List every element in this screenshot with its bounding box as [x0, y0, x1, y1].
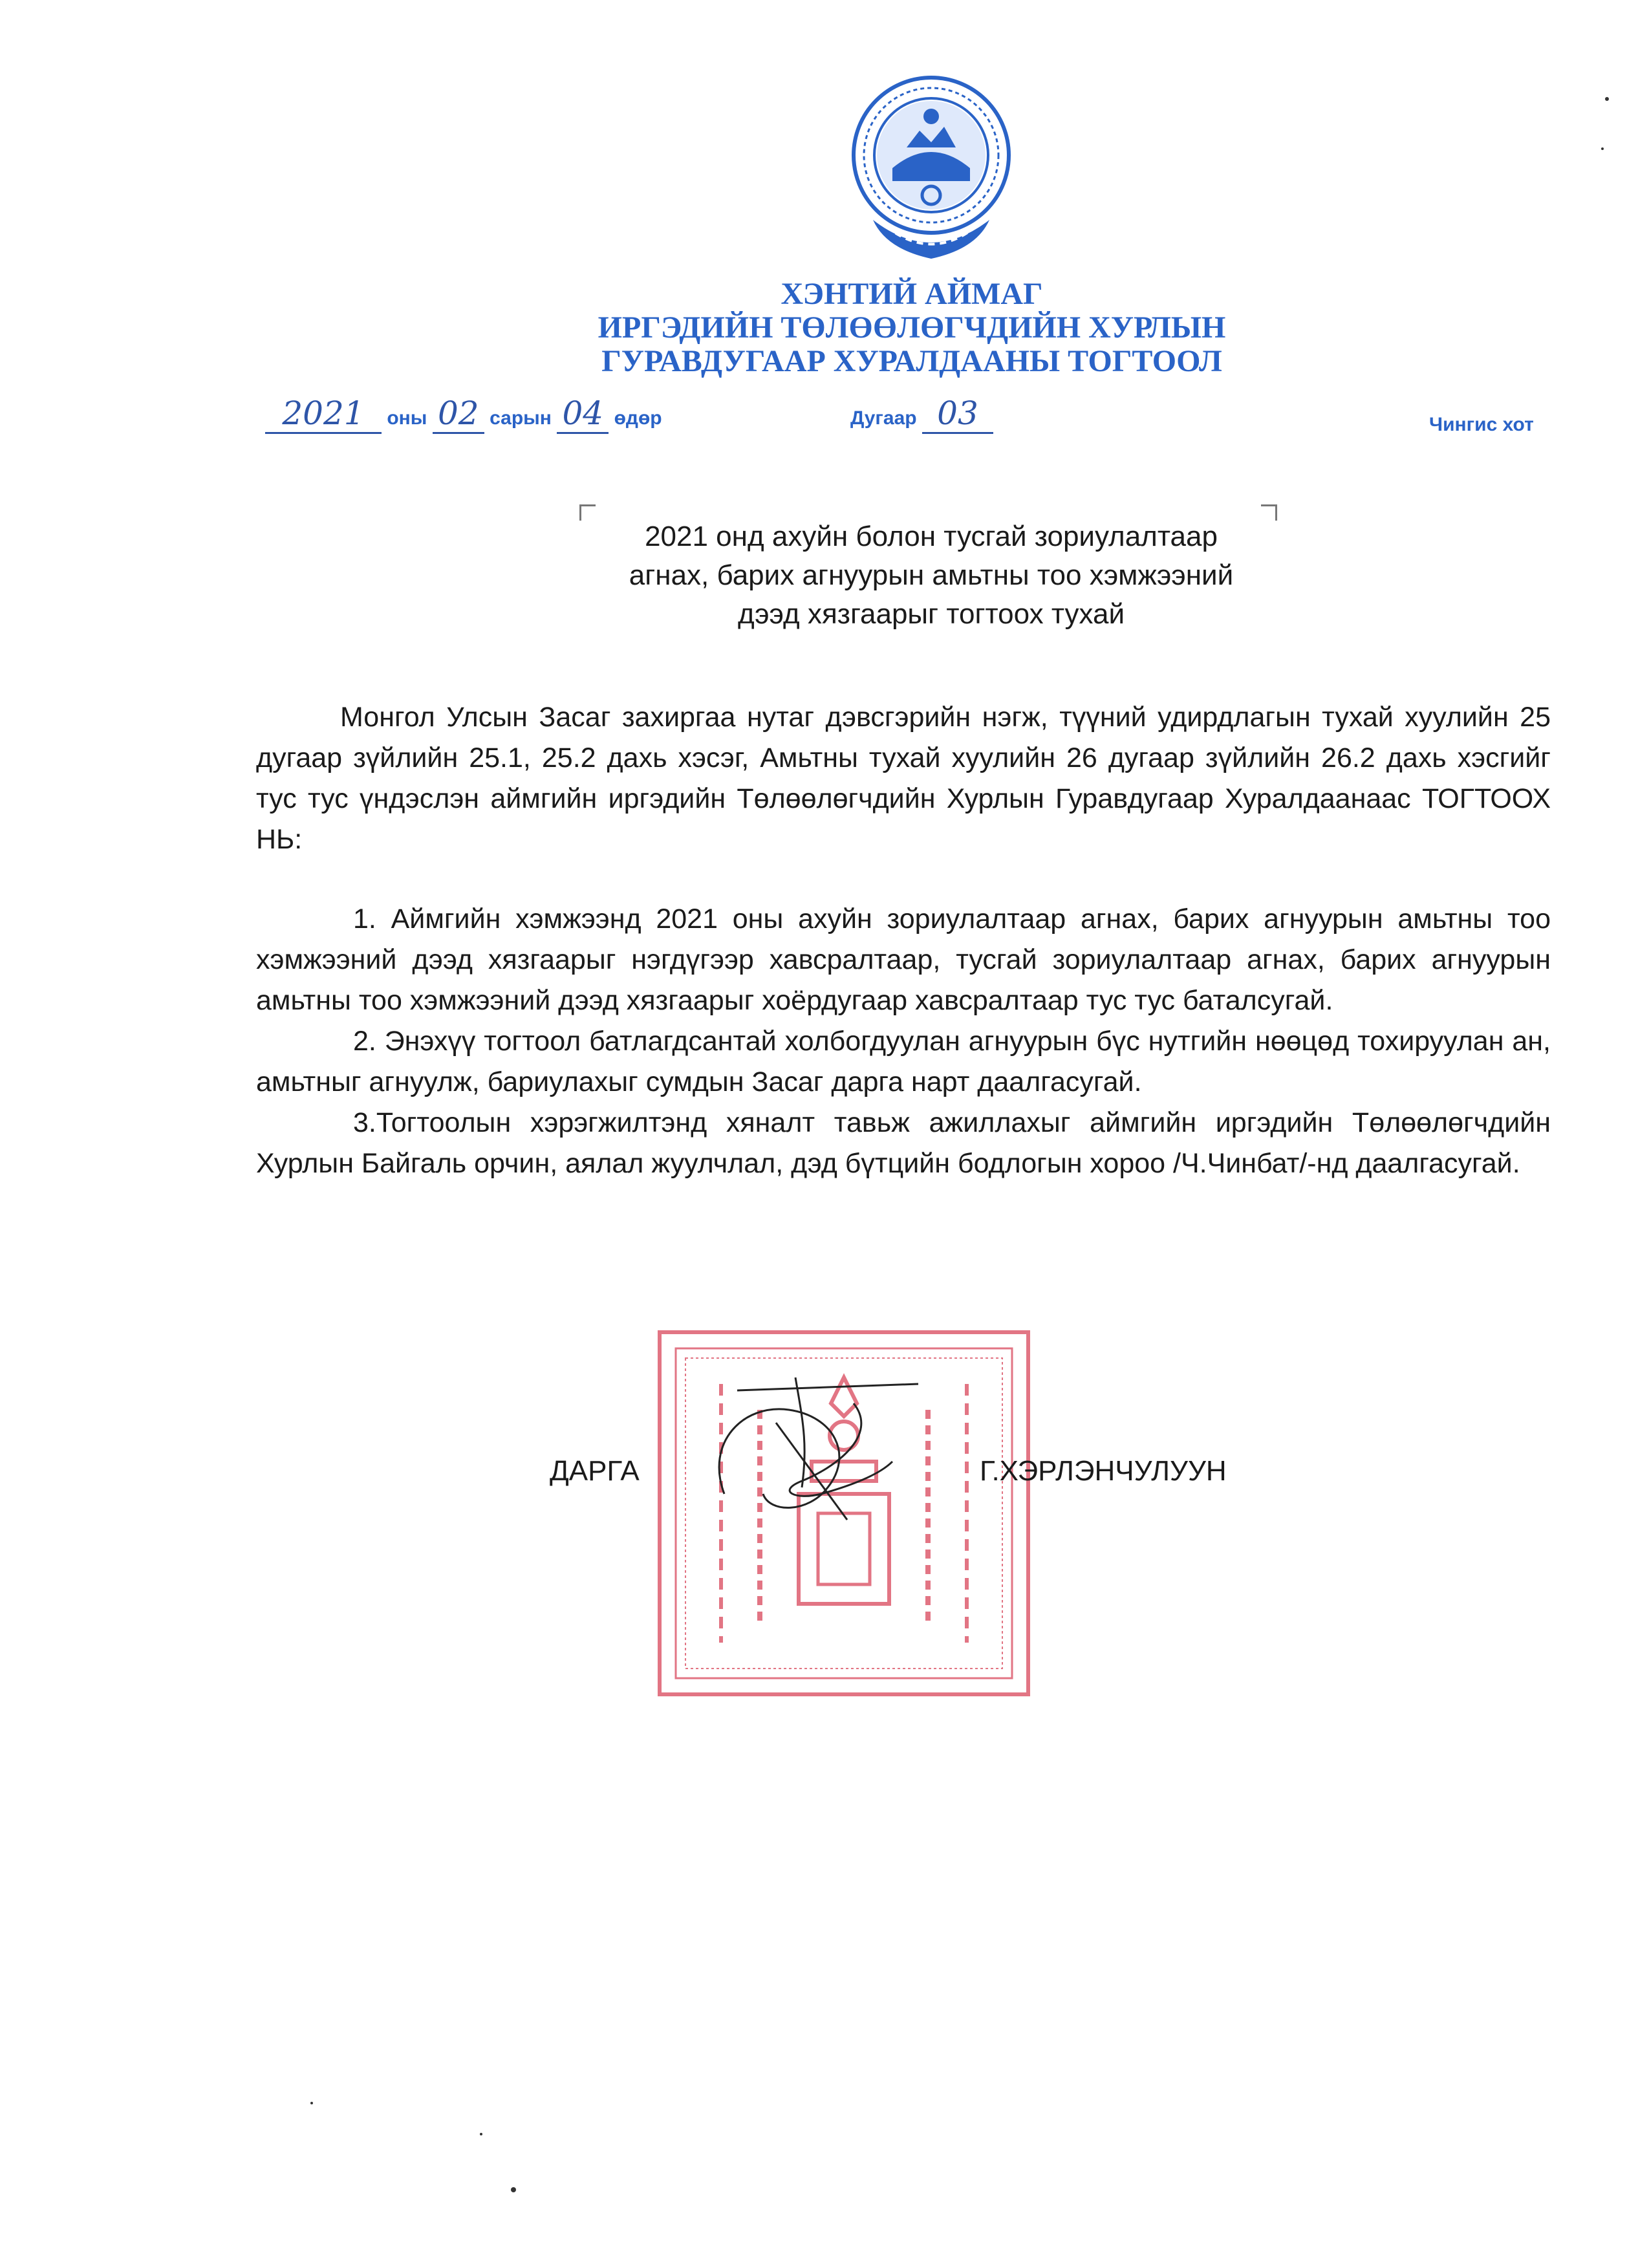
month-label: сарын	[490, 407, 552, 429]
scan-speck	[1601, 147, 1604, 150]
number-handwritten: 03	[922, 394, 993, 434]
resolution-item-2: 2. Энэхүү тогтоол батлагдсантай холбогдуулан агнуурын бүс нутгийн нөөцөд тохируулан ан, амьтныг агнуулж, бариулахыг сумдын Засаг дарга нарт даалгасугай.	[256, 1026, 1551, 1097]
year-label: оны	[387, 407, 427, 429]
header-line-3: ГУРАВДУГААР ХУРАЛДААНЫ ТОГТООЛ	[601, 344, 1222, 378]
scan-speck	[310, 2102, 313, 2104]
signatory-position: ДАРГА	[550, 1455, 640, 1487]
scan-speck	[511, 2187, 516, 2192]
number-label: Дугаар	[850, 407, 917, 429]
title-line-1: 2021 онд ахуйн болон тусгай зориулалтаар	[645, 521, 1218, 552]
scan-speck	[1605, 97, 1609, 101]
state-emblem-icon	[847, 71, 1015, 272]
document-title	[569, 517, 1293, 634]
title-line-2: агнах, барих агнуурын амьтны тоо хэмжээний	[629, 559, 1234, 591]
day-handwritten: 04	[557, 394, 609, 434]
resolution-item-1: 1. Аймгийн хэмжээнд 2021 оны ахуйн зориулалтаар агнах, барих агнуурын амьтны тоо хэмжээний дээд хязгаарыг нэгдүгээр хавсралтаар, тусгай зориулалтаар агнах, барих агнуурын амьтны тоо хэмжээний дээд хязгаарыг хоёрдугаар хавсралтаар тус тус баталсугай.	[256, 903, 1551, 1016]
city-label: Чингис хот	[1429, 414, 1534, 435]
document-body	[256, 697, 1551, 1184]
header-line-1: ХЭНТИЙ АЙМАГ	[781, 277, 1043, 311]
date-line	[265, 394, 662, 434]
resolution-item-3: 3.Тогтоолын хэрэгжилтэнд хяналт тавьж ажиллахыг аймгийн иргэдийн Төлөөлөгчдийн Хурлын Байгаль орчин, аялал жуулчлал, дэд бүтцийн бодлогын хороо /Ч.Чинбат/-нд даалгасугай.	[256, 1107, 1551, 1179]
month-handwritten: 02	[433, 394, 484, 434]
scan-speck	[480, 2133, 482, 2135]
number-line	[850, 394, 993, 434]
year-handwritten: 2021	[265, 394, 382, 434]
preamble-paragraph: Монгол Улсын Засаг захиргаа нутаг дэвсгэрийн нэгж, түүний удирдлагын тухай хуулийн 25 дугаар зүйлийн 25.1, 25.2 дахь хэсэг, Амьтны тухай хуулийн 26 дугаар зүйлийн 26.2 дахь хэсгийг тус тус үндэслэн аймгийн иргэдийн Төлөөлөгчдийн Хурлын Гуравдугаар Хуралдаанаас ТОГТООХ НЬ:	[256, 702, 1551, 855]
day-label: өдөр	[614, 407, 662, 429]
handwritten-signature	[698, 1365, 944, 1559]
signatory-name: Г.ХЭРЛЭНЧУЛУУН	[980, 1455, 1227, 1487]
title-line-3: дээд хязгаарыг тогтоох тухай	[737, 598, 1125, 630]
header-line-2: ИРГЭДИЙН ТӨЛӨӨЛӨГЧДИЙН ХУРЛЫН	[598, 310, 1226, 345]
